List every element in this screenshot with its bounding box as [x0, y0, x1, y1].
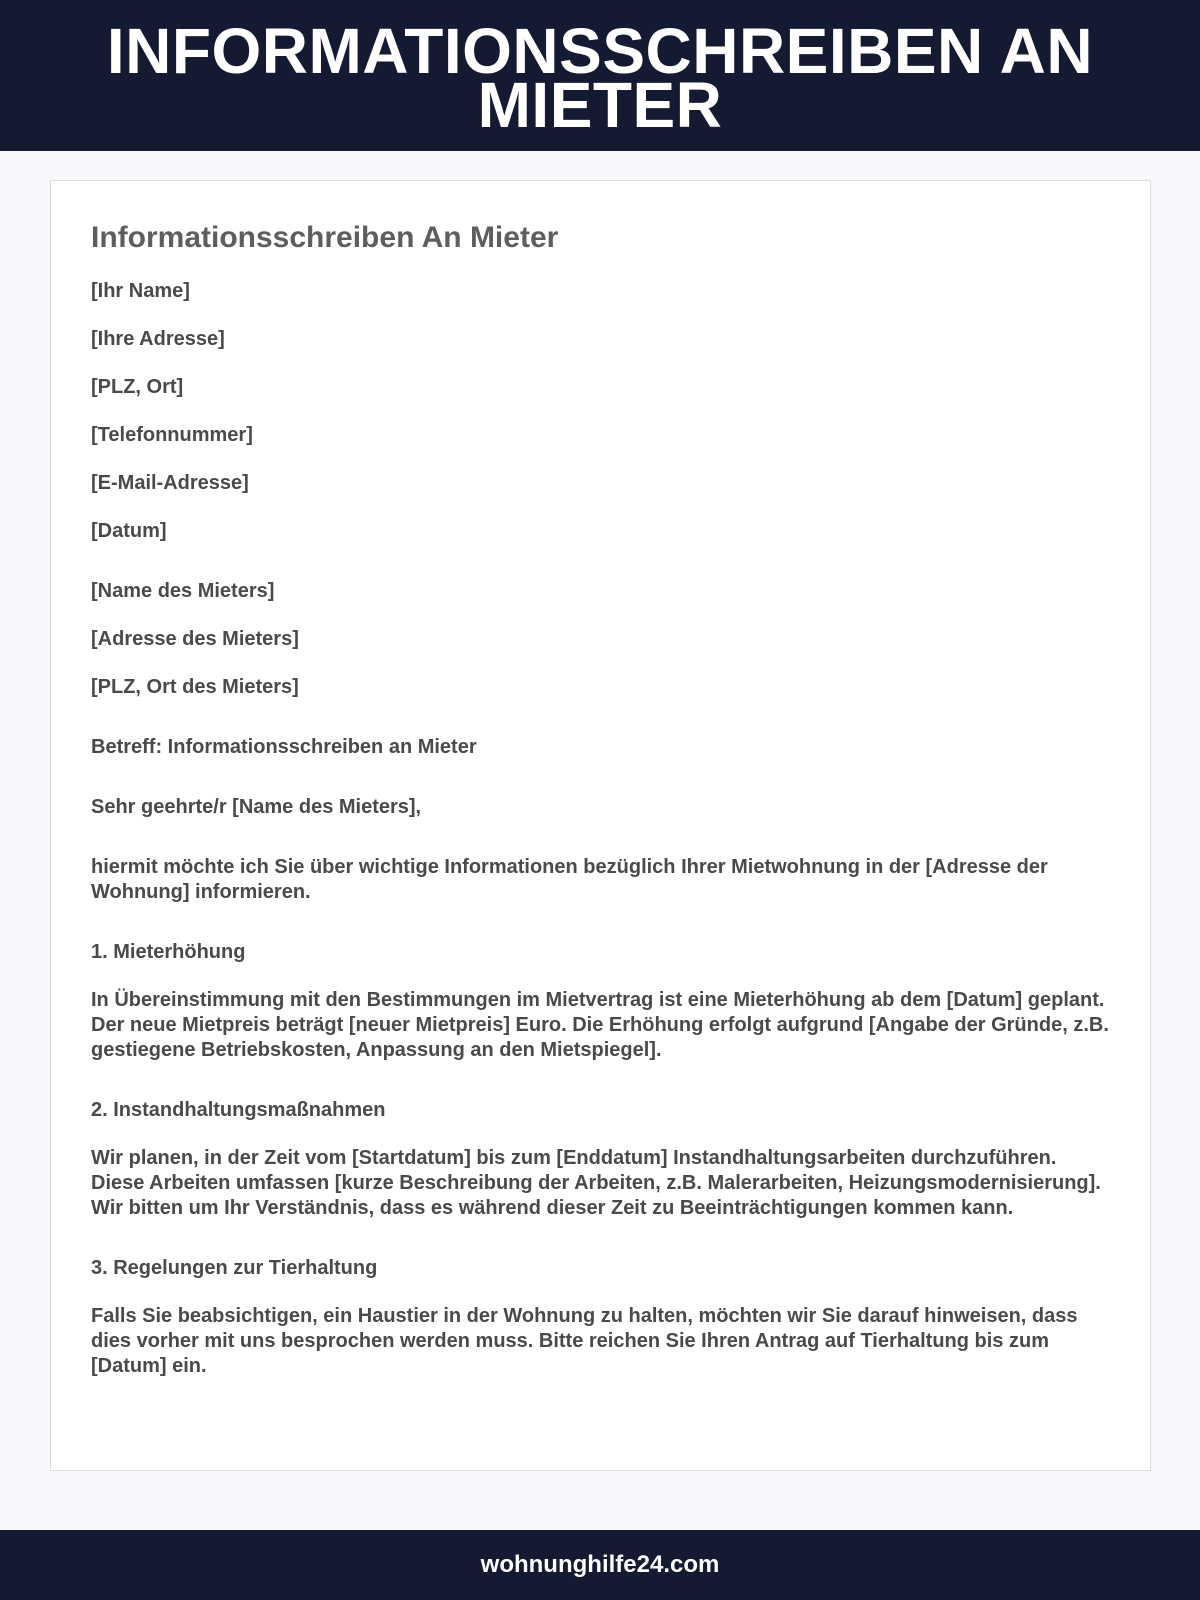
section-text-maintenance: Wir planen, in der Zeit vom [Startdatum] bis zum [Enddatum] Instandhaltungsarbeiten durchzuführen. Diese Arbeiten umfassen [kurze Beschreibung der Arbeiten, z.B. Malerarbeiten, Heizungsmodernisierung]. Wir bitten um Ihr Verständnis, dass es während dieser Zeit zu Beeinträchtigungen kommen kann.	[91, 1147, 1101, 1219]
recipient-block	[91, 579, 1110, 700]
letter-date: [Datum]	[91, 520, 167, 542]
site-header	[0, 0, 1200, 151]
section-text-rent-increase: In Übereinstimmung mit den Bestimmungen im Mietvertrag ist eine Mieterhöhung ab dem [Datum] geplant. Der neue Mietpreis beträgt [neuer Mietpreis] Euro. Die Erhöhung erfolgt aufgrund [Angabe der Gründe, z.B. gestiegene Betriebskosten, Anpassung an den Mietspiegel].	[91, 989, 1109, 1061]
sender-phone: [Telefonnummer]	[91, 424, 253, 446]
sender-name: [Ihr Name]	[91, 280, 190, 302]
sender-city: [PLZ, Ort]	[91, 376, 184, 398]
header-title: INFORMATIONSSCHREIBEN AN MIETER	[106, 14, 1094, 141]
sender-email: [E-Mail-Adresse]	[91, 472, 249, 494]
salutation: Sehr geehrte/r [Name des Mieters],	[91, 796, 422, 818]
section-heading-pets: 3. Regelungen zur Tierhaltung	[91, 1257, 378, 1279]
sender-address: [Ihre Adresse]	[91, 328, 225, 350]
section-heading-rent-increase: 1. Mieterhöhung	[91, 941, 246, 963]
intro-paragraph: hiermit möchte ich Sie über wichtige Informationen bezüglich Ihrer Mietwohnung in der [Adresse der Wohnung] informieren.	[91, 856, 1048, 903]
recipient-address: [Adresse des Mieters]	[91, 628, 299, 650]
footer-site-link[interactable]: wohnunghilfe24.com	[480, 1551, 720, 1578]
recipient-name: [Name des Mieters]	[91, 580, 275, 602]
letter-card	[50, 180, 1151, 1471]
section-heading-maintenance: 2. Instandhaltungsmaßnahmen	[91, 1099, 386, 1121]
site-footer	[0, 1530, 1200, 1600]
subject-line: Betreff: Informationsschreiben an Mieter	[91, 736, 477, 758]
section-text-pets: Falls Sie beabsichtigen, ein Haustier in der Wohnung zu halten, möchten wir Sie darauf hinweisen, dass dies vorher mit uns besprochen werden muss. Bitte reichen Sie Ihren Antrag auf Tierhaltung bis zum [Datum] ein.	[91, 1305, 1078, 1377]
document-title: Informationsschreiben An Mieter	[91, 221, 559, 254]
recipient-city: [PLZ, Ort des Mieters]	[91, 676, 299, 698]
sender-block	[91, 279, 1110, 544]
